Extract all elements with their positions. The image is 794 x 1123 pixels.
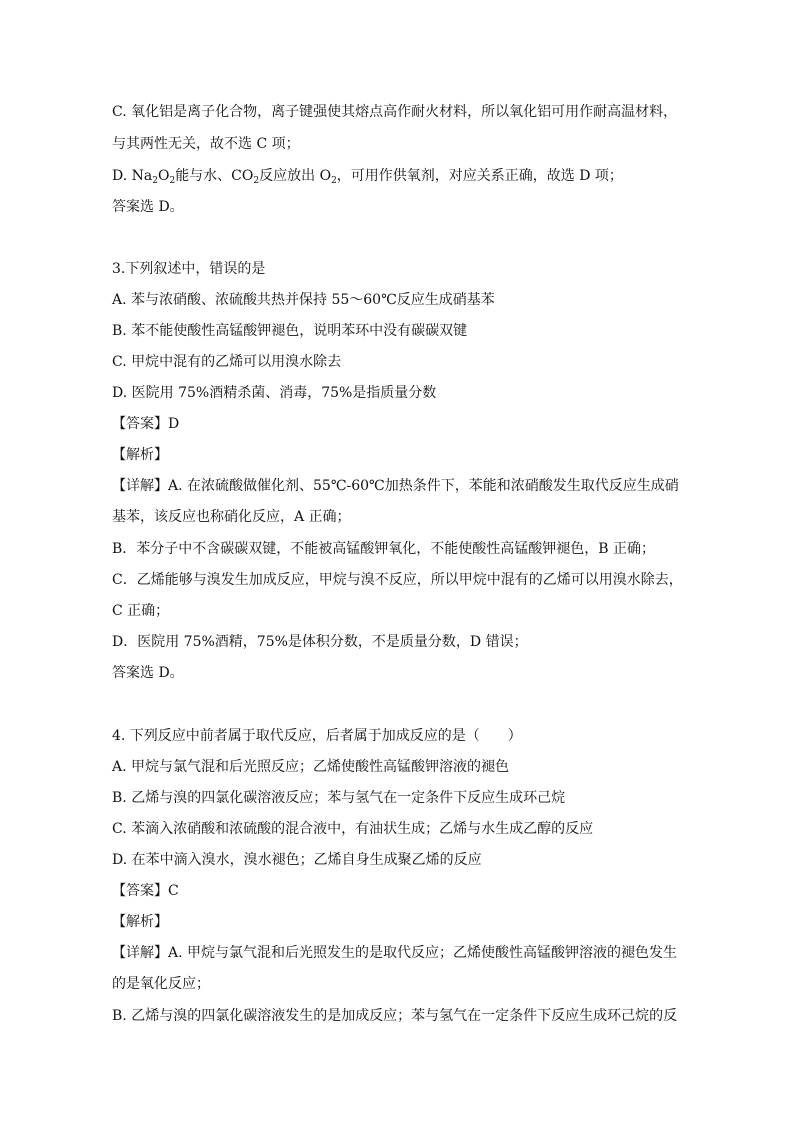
q3-detail-line: B．苯分子中不含碳碳双键，不能被高锰酸钾氧化，不能使酸性高锰酸钾褪色，B 正确； [112,541,656,557]
q3-answer: 【答案】D [112,416,180,432]
q4-detail-line: 【详解】A. 甲烷与氯气混和后光照发生的是取代反应；乙烯使酸性高锰酸钾溶液的褪色发生 [112,945,678,961]
q3-stem: 3.下列叙述中，错误的是 [112,261,266,277]
q4-answer: 【答案】C [112,883,179,899]
q3-detail-line: 答案选 D。 [112,665,184,681]
q3-detail-line: 【详解】A. 在浓硫酸做催化剂、55℃-60℃加热条件下，苯能和浓硝酸发生取代反应生成硝 [112,478,679,494]
prev-option-c-line1: C. 氧化铝是离子化合物，离子键强使其熔点高作耐火材料，所以氧化铝可用作耐高温材料， [112,104,678,120]
prev-option-c-line2: 与其两性无关，故不选 C 项； [112,136,300,152]
q4-option-c: C. 苯滴入浓硝酸和浓硫酸的混合液中，有油状生成；乙烯与水生成乙醇的反应 [112,821,594,837]
q3-option-a: A. 苯与浓硝酸、浓硫酸共热并保持 55～60℃反应生成硝基苯 [112,292,495,308]
q3-detail-line: 基苯，该反应也称硝化反应，A 正确； [112,509,351,525]
prev-option-d: D. $Na_2O_2$能与水、$CO_2$反应放出 $O_2$，可用作供氧剂，对应关系正确，故选 D 项； [112,168,623,186]
q4-stem: 4. 下列反应中前者属于取代反应，后者属于加成反应的是（ ） [112,728,522,744]
q3-option-c: C. 甲烷中混有的乙烯可以用溴水除去 [112,354,342,370]
q3-detail-line: C 正确； [112,603,170,619]
q3-option-d: D. 医院用 75%酒精杀菌、消毒，75%是指质量分数 [112,385,437,401]
q4-option-b: B. 乙烯与溴的四氯化碳溶液反应；苯与氢气在一定条件下反应生成环己烷 [112,790,566,806]
q4-analysis-label: 【解析】 [112,914,168,930]
q3-option-b: B. 苯不能使酸性高锰酸钾褪色，说明苯环中没有碳碳双键 [112,323,468,339]
q4-option-d: D. 在苯中滴入溴水，溴水褪色；乙烯自身生成聚乙烯的反应 [112,852,482,868]
prev-final-answer: 答案选 D。 [112,199,184,215]
q3-detail-line: D．医院用 75%酒精，75%是体积分数，不是质量分数，D 错误； [112,634,528,650]
q3-detail-line: C．乙烯能够与溴发生加成反应，甲烷与溴不反应，所以甲烷中混有的乙烯可以用溴水除去， [112,572,683,588]
q4-detail-line: 的是氧化反应； [112,976,210,992]
q4-option-a: A. 甲烷与氯气混和后光照反应；乙烯使酸性高锰酸钾溶液的褪色 [112,759,510,775]
q3-analysis-label: 【解析】 [112,447,168,463]
q4-detail-line: B. 乙烯与溴的四氯化碳溶液发生的是加成反应；苯与氢气在一定条件下反应生成环己烷的反 [112,1008,678,1024]
